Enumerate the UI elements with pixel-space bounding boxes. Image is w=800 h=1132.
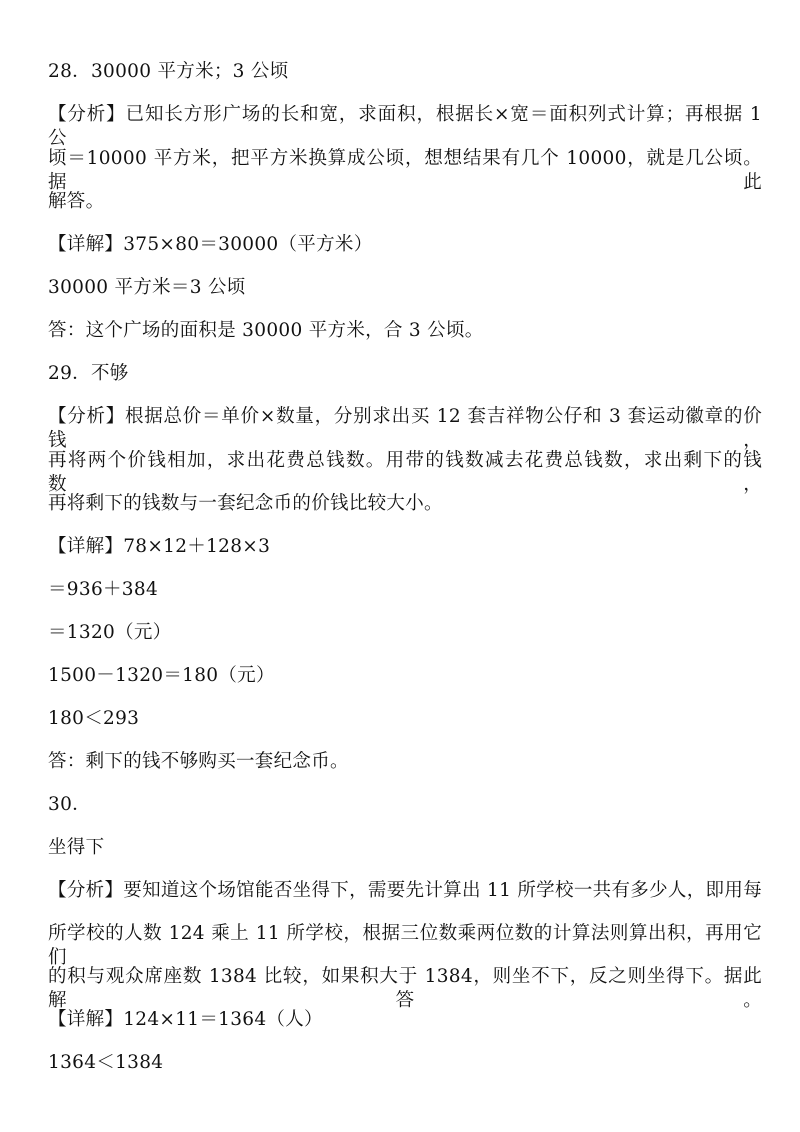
text-line: 解答。	[48, 191, 105, 212]
text-line: 答：这个广场的面积是 30000 平方米，合 3 公顷。	[48, 320, 484, 341]
text-line: 坐得下	[48, 837, 105, 858]
text-line: ＝1320（元）	[48, 622, 172, 643]
text-line: 28．30000 平方米；3 公顷	[48, 61, 289, 82]
text-line: 【分析】已知长方形广场的长和宽，求面积，根据长×宽＝面积列式计算；再根据 1 公	[48, 104, 762, 149]
text-line: 【详解】78×12＋128×3	[48, 536, 271, 557]
text-line: 顷＝10000 平方米，把平方米换算成公顷，想想结果有几个 10000，就是几公顷。据此	[48, 148, 762, 193]
text-line: 30000 平方米＝3 公顷	[48, 277, 246, 298]
text-line: 【详解】375×80＝30000（平方米）	[48, 234, 373, 255]
text-line: 1364＜1384	[48, 1052, 164, 1073]
text-line: 【分析】要知道这个场馆能否坐得下，需要先计算出 11 所学校一共有多少人，即用每	[48, 880, 762, 901]
text-line: 1500－1320＝180（元）	[48, 665, 275, 686]
text-line: 再将剩下的钱数与一套纪念币的价钱比较大小。	[48, 493, 443, 514]
text-line: 【详解】124×11＝1364（人）	[48, 1009, 323, 1030]
text-line: 30．	[48, 794, 91, 815]
text-line: 【分析】根据总价＝单价×数量，分别求出买 12 套吉祥物公仔和 3 套运动徽章的价钱，	[48, 406, 762, 451]
text-line: 的积与观众席座数 1384 比较，如果积大于 1384，则坐不下，反之则坐得下。据此解答。	[48, 966, 763, 1011]
text-line: 答：剩下的钱不够购买一套纪念币。	[48, 751, 349, 772]
text-line: ＝936＋384	[48, 579, 159, 600]
text-line: 29．不够	[48, 363, 129, 384]
text-line: 180＜293	[48, 708, 140, 729]
text-line: 再将两个价钱相加，求出花费总钱数。用带的钱数减去花费总钱数，求出剩下的钱数，	[48, 450, 762, 495]
text-line: 所学校的人数 124 乘上 11 所学校，根据三位数乘两位数的计算法则算出积，再用它们	[48, 923, 762, 968]
